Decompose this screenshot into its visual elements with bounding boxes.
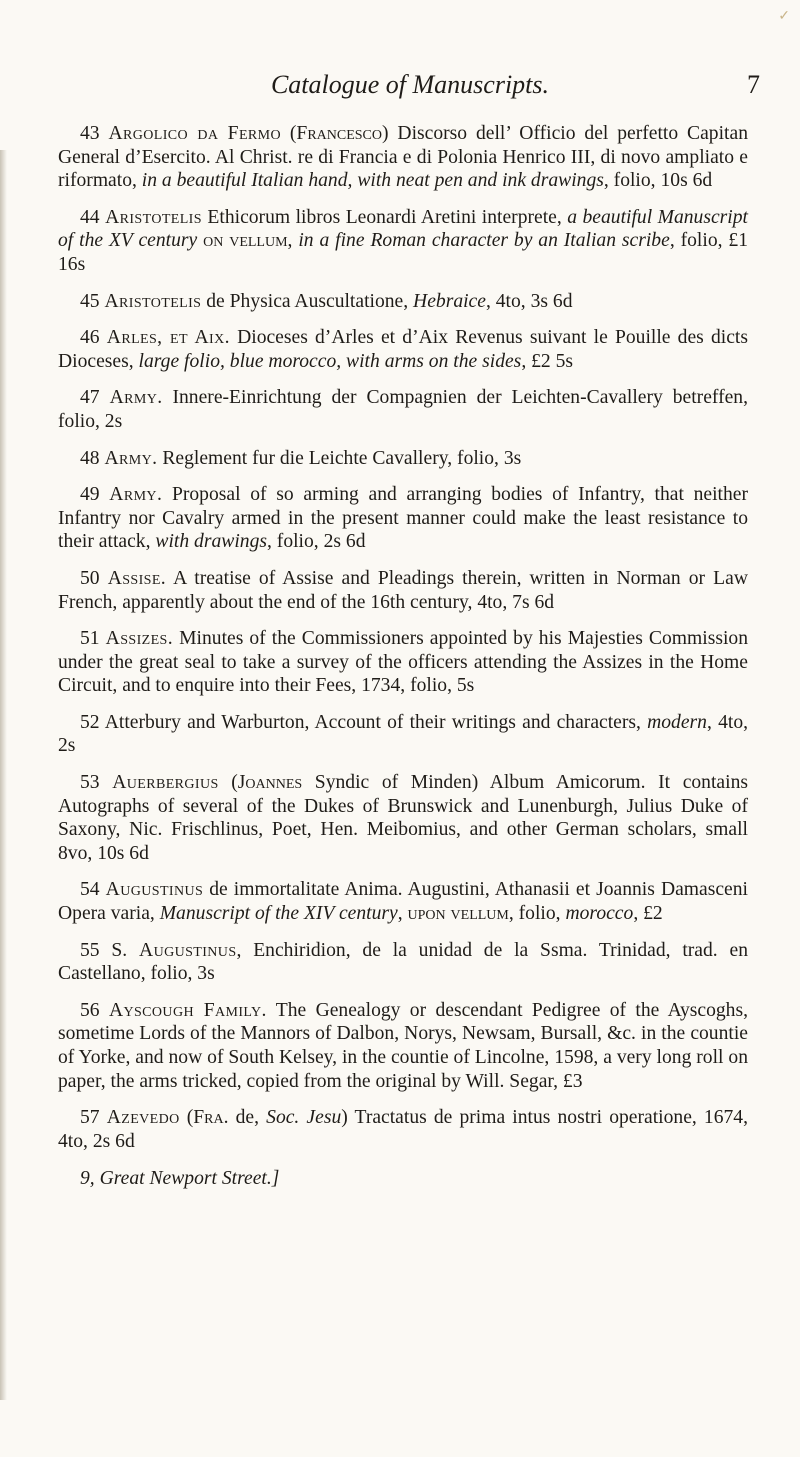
entry-smallcaps: upon vellum: [407, 903, 509, 925]
entry-number: 49: [80, 484, 100, 506]
entry-heading: Augustinus: [139, 939, 237, 961]
entry-heading: Arles, et Aix.: [106, 327, 230, 349]
entry-text: ,: [397, 903, 408, 925]
entry-text: , Enchiridion, de la unidad de la Ssma. Trinidad, trad. en Castellano, folio, 3s: [58, 939, 748, 985]
running-head: [60, 70, 760, 106]
entry-heading: Army.: [109, 387, 163, 409]
entry-number: 43: [80, 123, 100, 144]
entry-smallcaps: Joannes: [237, 772, 303, 794]
entry-smallcaps: Francesco: [296, 123, 383, 144]
entry-heading: Aristotelis: [104, 290, 202, 312]
entry-description: Soc. Jesu: [266, 1107, 342, 1129]
entry-heading: Auerbergius: [112, 772, 219, 794]
entry-text: (: [218, 772, 238, 794]
entry-description: a beautiful Manuscript of the XV century: [58, 206, 748, 252]
page-number: 7: [747, 70, 760, 99]
entry-price: , £2: [633, 903, 663, 925]
entry-text: de immortalitate Anima. Augustini, Athanasii et Joannis Damasceni Opera varia,: [58, 879, 748, 925]
entry-text: Dioceses d’Arles et d’Aix Revenus suivant le Pouille des dicts Dioceses,: [58, 327, 748, 372]
entry-text: Ethicorum libros Leonardi Aretini interprete,: [201, 206, 568, 228]
catalogue-entries: [58, 122, 748, 1211]
entry-description: with drawings: [155, 531, 267, 553]
entry-heading: Azevedo: [106, 1107, 180, 1129]
entry-number: 52: [80, 711, 100, 733]
imprint: 9, Great Newport Street.]: [80, 1168, 280, 1190]
catalogue-entry: [58, 1106, 748, 1153]
entry-text: A treatise of Assise and Pleadings therein, written in Norman or Law French, apparently about the end of the 16th century, 4to, 7s 6d: [58, 567, 748, 613]
entry-description: morocco: [565, 903, 634, 925]
entry-text: (: [179, 1107, 194, 1129]
entry-number: 46: [80, 327, 100, 349]
catalogue-entry: [58, 122, 748, 193]
catalogue-entry: [58, 326, 748, 373]
entry-heading: Assizes.: [105, 628, 174, 650]
entry-price: , folio, 2s 6d: [267, 531, 366, 553]
catalogue-entry: [58, 483, 748, 554]
entry-description: Hebraice: [413, 290, 486, 312]
binding-shadow: [0, 150, 7, 1400]
entry-heading: Argolico da Fermo: [108, 123, 281, 144]
entry-price: , 4to, 3s 6d: [485, 290, 573, 312]
entry-smallcaps: Fra.: [193, 1107, 229, 1129]
catalogue-entry: [58, 771, 748, 865]
entry-description: modern: [647, 711, 707, 733]
catalogue-entry: [58, 567, 748, 614]
entry-price: , 4to, 2s: [58, 711, 749, 757]
entry-text: Innere-Einrichtung der Compagnien der Leichten-Cavallery betreffen, folio, 2s: [58, 387, 748, 432]
entry-number: 45: [80, 290, 100, 312]
entry-text: The Genealogy or descendant Pedigree of the Ayscoghs, sometime Lords of the Mannors of Dalbon, Norys, Newsam, Bursall, &c. in the countie of Yorke, and now of South Kelsey, in the countie of Lincolne, 1598, a very long roll on paper, the arms tricked, copied from the original by Will. Segar, £3: [58, 999, 748, 1092]
entry-text: Reglement fur die Leichte Cavallery, folio, 3s: [157, 447, 522, 469]
entry-text: Minutes of the Commissioners appointed by his Majesties Commission under the great seal to take a survey of the officers attending the Assizes in the Home Circuit, and to enquire into their Fees, 1734, folio, 5s: [58, 628, 748, 697]
entry-heading: Army.: [109, 484, 163, 506]
entry-text: Syndic of Minden) Album Amicorum. It contains Autographs of several of the Dukes of Brunswick and Lunenburgh, Julius Duke of Saxony, Nic. Frischlinus, Poet, Hen. Meibomius, and other German scholars, small 8vo, 10s 6d: [58, 772, 748, 864]
catalogue-entry: [58, 711, 748, 758]
entry-number: 54: [80, 879, 100, 901]
entry-number: 48: [80, 447, 100, 469]
entry-number: 47: [80, 387, 100, 409]
corner-mark: ✓: [778, 9, 790, 24]
entry-description: Manuscript of the XIV century: [159, 903, 398, 925]
entry-text: Proposal of so arming and arranging bodies of Infantry, that neither Infantry nor Cavalry armed in the present manner could make the least resistance to their attack,: [58, 484, 749, 553]
catalogue-entry: [58, 447, 748, 471]
entry-price: , £2 5s: [521, 350, 574, 372]
entry-number: 44: [80, 206, 100, 228]
entry-heading: Assise.: [107, 567, 167, 589]
entry-text: de Physica Auscultatione,: [201, 290, 414, 312]
entry-price: ) Tractatus de prima intus nostri operatione, 1674, 4to, 2s 6d: [58, 1107, 748, 1152]
catalogue-entry: [58, 386, 748, 433]
entry-heading: Army.: [104, 447, 158, 469]
entry-price: , folio, 10s 6d: [603, 170, 713, 192]
entry-description: in a fine Roman character by an Italian scribe: [298, 230, 670, 252]
entry-text: (: [281, 123, 297, 144]
entry-text: S.: [111, 939, 140, 961]
entry-smallcaps: on vellum: [203, 230, 288, 252]
entry-number: 56: [80, 999, 100, 1021]
entry-number: 51: [80, 628, 100, 650]
catalogue-entry: [58, 206, 748, 277]
entry-number: 50: [80, 567, 100, 589]
entry-text: , folio,: [508, 903, 566, 925]
entry-text: ) Discorso dell’ Officio del perfetto Capitan General d’Esercito. Al Christ. re di Francia e di Polonia Henrico III, di novo ampliato e riformato,: [58, 123, 748, 192]
entry-number: 55: [80, 939, 100, 961]
entry-text: de,: [228, 1107, 267, 1129]
running-title: Catalogue of Manuscripts.: [270, 70, 550, 99]
entry-heading: Aristotelis: [105, 206, 202, 228]
entry-description: large folio, blue morocco, with arms on the sides: [138, 350, 522, 372]
entry-number: 53: [80, 772, 100, 794]
entry-number: 57: [80, 1107, 100, 1129]
entry-text: Atterbury and Warburton, Account of their writings and characters,: [104, 711, 648, 733]
entry-price: , folio, £1 16s: [58, 230, 748, 275]
catalogue-entry: [58, 627, 748, 698]
catalogue-entry: [58, 999, 748, 1093]
entry-heading: Augustinus: [105, 879, 204, 901]
catalogue-entry: [58, 290, 748, 314]
entry-description: in a beautiful Italian hand, with neat pen and ink drawings: [141, 170, 604, 192]
catalogue-entry: [58, 939, 748, 986]
entry-heading: Ayscough Family.: [108, 999, 267, 1021]
entry-text: ,: [287, 230, 299, 252]
catalogue-entry: [58, 878, 748, 925]
